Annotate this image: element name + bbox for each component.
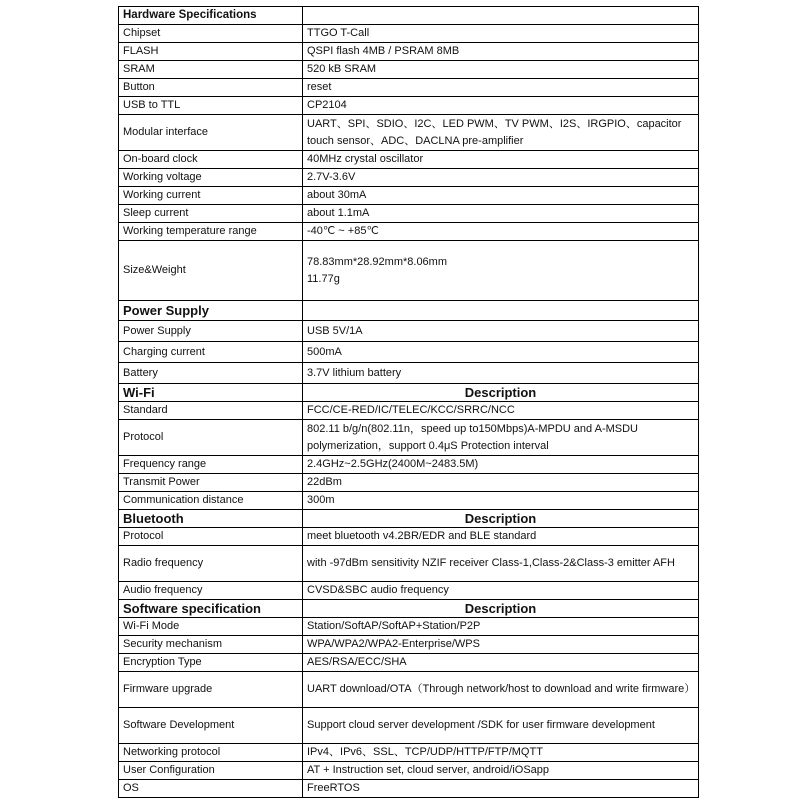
table-row: [119, 618, 699, 636]
power-header: Power Supply: [119, 301, 303, 321]
table-row: [119, 151, 699, 169]
table-row: [119, 672, 699, 708]
spec-label: Working voltage: [119, 169, 303, 187]
spec-label: Software Development: [119, 708, 303, 744]
spec-label: Modular interface: [119, 115, 303, 151]
spec-value: [303, 241, 699, 301]
table-row: [119, 780, 699, 798]
spec-value: Support cloud server development /SDK for user firmware development: [303, 708, 699, 744]
spec-value: 40MHz crystal oscillator: [303, 151, 699, 169]
table-row: [119, 115, 699, 151]
spec-label: Protocol: [119, 528, 303, 546]
weight-value: 11.77g: [307, 272, 340, 285]
spec-label: User Configuration: [119, 762, 303, 780]
spec-label: Wi-Fi Mode: [119, 618, 303, 636]
section-header-power: [119, 301, 699, 321]
table-row: [119, 708, 699, 744]
spec-value: CVSD&SBC audio frequency: [303, 582, 699, 600]
spec-value: 22dBm: [303, 474, 699, 492]
table-row: [119, 420, 699, 456]
spec-label: SRAM: [119, 61, 303, 79]
spec-label: Size&Weight: [119, 241, 303, 301]
table-row: [119, 43, 699, 61]
spec-value: with -97dBm sensitivity NZIF receiver Class-1,Class-2&Class-3 emitter AFH: [303, 546, 699, 582]
spec-label: Charging current: [119, 342, 303, 363]
table-row: [119, 528, 699, 546]
spec-label: Communication distance: [119, 492, 303, 510]
table-row: [119, 636, 699, 654]
spec-value: FreeRTOS: [303, 780, 699, 798]
spec-label: Chipset: [119, 25, 303, 43]
software-description-header: Description: [303, 600, 699, 618]
spec-value: -40℃ ~ +85℃: [303, 223, 699, 241]
spec-label: USB to TTL: [119, 97, 303, 115]
spec-label: Button: [119, 79, 303, 97]
table-row: [119, 241, 699, 301]
table-row: [119, 187, 699, 205]
spec-label: Frequency range: [119, 456, 303, 474]
section-header-wifi: [119, 384, 699, 402]
spec-label: FLASH: [119, 43, 303, 61]
spec-label: Sleep current: [119, 205, 303, 223]
table-row: [119, 79, 699, 97]
spec-value: 2.7V-3.6V: [303, 169, 699, 187]
spec-value: about 1.1mA: [303, 205, 699, 223]
spec-label: Audio frequency: [119, 582, 303, 600]
spec-label: Radio frequency: [119, 546, 303, 582]
table-row: [119, 205, 699, 223]
table-row: [119, 654, 699, 672]
spec-label: Networking protocol: [119, 744, 303, 762]
table-row: [119, 342, 699, 363]
spec-value: Station/SoftAP/SoftAP+Station/P2P: [303, 618, 699, 636]
table-row: [119, 546, 699, 582]
spec-value: reset: [303, 79, 699, 97]
table-row: [119, 321, 699, 342]
spec-value: QSPI flash 4MB / PSRAM 8MB: [303, 43, 699, 61]
spec-value: 2.4GHz~2.5GHz(2400M~2483.5M): [303, 456, 699, 474]
spec-value: IPv4、IPv6、SSL、TCP/UDP/HTTP/FTP/MQTT: [303, 744, 699, 762]
table-row: [119, 169, 699, 187]
table-row: [119, 762, 699, 780]
spec-label: Working current: [119, 187, 303, 205]
wifi-header: Wi-Fi: [119, 384, 303, 402]
spec-value: USB 5V/1A: [303, 321, 699, 342]
table-row: [119, 363, 699, 384]
table-row: [119, 492, 699, 510]
section-header-bluetooth: [119, 510, 699, 528]
spec-value: 300m: [303, 492, 699, 510]
spec-label: Firmware upgrade: [119, 672, 303, 708]
spec-value: 500mA: [303, 342, 699, 363]
table-row: [119, 456, 699, 474]
spec-label: OS: [119, 780, 303, 798]
spec-value: 802.11 b/g/n(802.11n，speed up to150Mbps)A-MPDU and A-MSDU polymerization，support 0.4μS Protection interval: [303, 420, 699, 456]
table-row: [119, 582, 699, 600]
spec-label: Battery: [119, 363, 303, 384]
spec-label: On-board clock: [119, 151, 303, 169]
spec-value: AES/RSA/ECC/SHA: [303, 654, 699, 672]
table-row: [119, 25, 699, 43]
hardware-header: Hardware Specifications: [119, 7, 303, 25]
spec-value: UART、SPI、SDIO、I2C、LED PWM、TV PWM、I2S、IRGPIO、capacitor touch sensor、ADC、DACLNA pre-amplifier: [303, 115, 699, 151]
spec-table: [118, 6, 699, 798]
table-row: [119, 744, 699, 762]
software-header: Software specification: [119, 600, 303, 618]
wifi-description-header: Description: [303, 384, 699, 402]
spec-value: about 30mA: [303, 187, 699, 205]
spec-label: Protocol: [119, 420, 303, 456]
bluetooth-description-header: Description: [303, 510, 699, 528]
spec-label: Standard: [119, 402, 303, 420]
spec-value: WPA/WPA2/WPA2-Enterprise/WPS: [303, 636, 699, 654]
spec-label: Security mechanism: [119, 636, 303, 654]
spec-value: 3.7V lithium battery: [303, 363, 699, 384]
spec-value: 520 kB SRAM: [303, 61, 699, 79]
spec-label: Working temperature range: [119, 223, 303, 241]
bluetooth-header: Bluetooth: [119, 510, 303, 528]
table-row: [119, 97, 699, 115]
table-row: [119, 474, 699, 492]
spec-value: FCC/CE-RED/IC/TELEC/KCC/SRRC/NCC: [303, 402, 699, 420]
spec-value: CP2104: [303, 97, 699, 115]
spec-value: meet bluetooth v4.2BR/EDR and BLE standard: [303, 528, 699, 546]
spec-value: UART download/OTA（Through network/host to download and write firmware）: [303, 672, 699, 708]
spec-value: AT + Instruction set, cloud server, android/iOSapp: [303, 762, 699, 780]
spec-label: Transmit Power: [119, 474, 303, 492]
table-row: [119, 223, 699, 241]
section-header-hardware: [119, 7, 699, 25]
table-row: [119, 402, 699, 420]
section-header-software: [119, 600, 699, 618]
spec-label: Encryption Type: [119, 654, 303, 672]
spec-label: Power Supply: [119, 321, 303, 342]
table-row: [119, 61, 699, 79]
spec-value: TTGO T-Call: [303, 25, 699, 43]
size-value: 78.83mm*28.92mm*8.06mm: [307, 255, 448, 268]
